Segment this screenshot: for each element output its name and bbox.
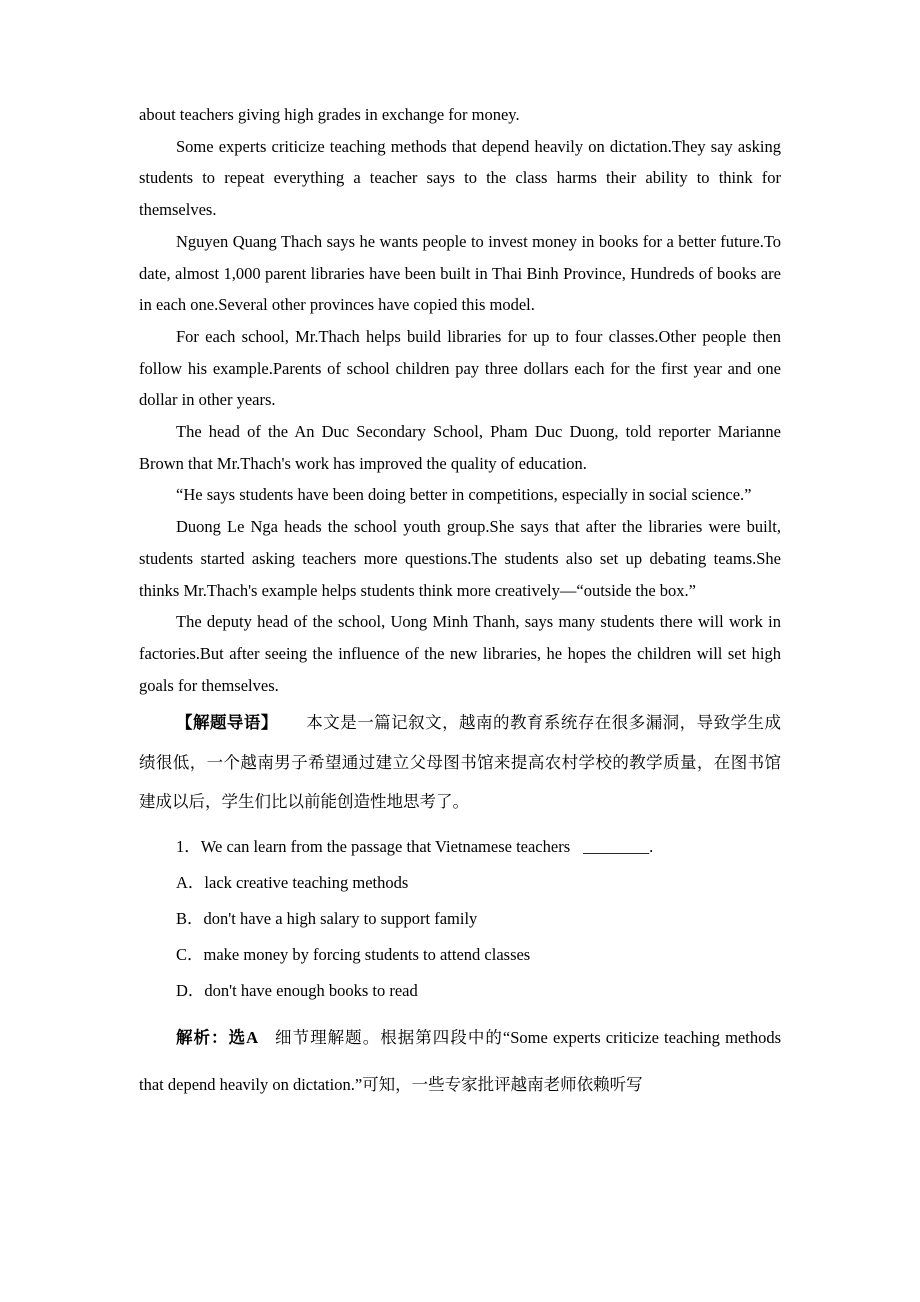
option-a [139,865,781,901]
option-a-text: lack creative teaching methods [204,872,409,892]
question-stem [139,829,781,865]
body-paragraph-2: Some experts criticize teaching methods that depend heavily on dictation.They say asking students to repeat everything a teacher says to the class harms their ability to think for themselves. [139,136,781,220]
body-paragraph-8: The deputy head of the school, Uong Minh Thanh, says many students there will work in factories.But after seeing the influence of the new libraries, he hopes the children will set high goals for themselves. [139,612,781,695]
option-c-text: make money by forcing students to attend classes [203,944,531,964]
option-d-label: D． [176,980,205,1000]
body-paragraph-4: For each school, Mr.Thach helps build libraries for up to four classes.Other people then follow his example.Parents of school children pay three dollars each for the first year and one dollar in other years. [139,326,781,410]
body-paragraph-1: about teachers giving high grades in exchange for money. [139,105,520,124]
answer-blank: ________. [583,836,654,856]
guide-text: 本文是一篇记叙文，越南的教育系统存在很多漏洞，导致学生成绩很低，一个越南男子希望通过建立父母图书馆来提高农村学校的教学质量，在图书馆建成以后，学生们比以前能创造性地思考了。 [139,713,782,812]
guide-paragraph [139,703,781,822]
body-paragraph-3: Nguyen Quang Thach says he wants people to invest money in books for a better future.To date, almost 1,000 parent libraries have been built in Thai Binh Province, Hundreds of books are in each one.Several other provinces have copied this model. [139,231,781,315]
question-text: We can learn from the passage that Vietnamese teachers [200,836,571,856]
body-paragraph-7: Duong Le Nga heads the school youth group.She says that after the libraries were built, students started asking teachers more questions.The students also set up debating teams.She thinks Mr.Thach's example helps students think more creatively—“outside the box.” [139,517,781,600]
option-b-text: don't have a high salary to support family [203,908,478,928]
body-paragraph-5: The head of the An Duc Secondary School, Pham Duc Duong, told reporter Marianne Brown that Mr.Thach's work has improved the quality of education. [139,422,781,473]
option-d-text: don't have enough books to read [204,980,418,1000]
option-b [139,901,781,937]
analysis-paragraph [139,1014,781,1108]
option-d [139,973,781,1009]
option-a-label: A． [176,872,205,892]
option-b-label: B． [176,908,204,928]
body-paragraph-6: “He says students have been doing better in competitions, especially in social science.” [176,485,752,505]
guide-label: 【解题导语】 [176,713,278,733]
analysis-text: 细节理解题。根据第四段中的“Some experts criticize teaching methods that depend heavily on dictation.”可知，一些专家批评越南老师依赖听写 [139,1027,781,1094]
option-c [139,937,781,973]
option-c-label: C． [176,944,204,964]
analysis-label: 解析：选A [176,1027,259,1047]
question-number: 1． [176,836,201,856]
